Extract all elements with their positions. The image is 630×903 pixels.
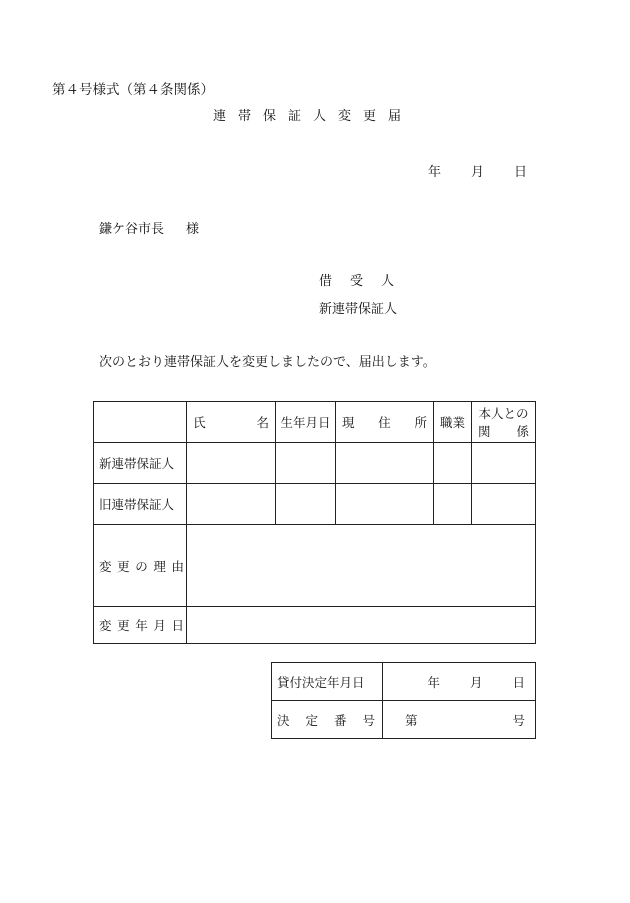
guarantor-table: [93, 401, 536, 644]
decision-number-cell[interactable]: 第 号: [383, 701, 536, 739]
table-row: [94, 607, 536, 644]
header-address: 現 住 所: [336, 402, 434, 443]
document-title: 連帯保証人変更届: [213, 109, 414, 124]
new-guarantor-name-cell[interactable]: [187, 443, 276, 484]
new-guarantor-address-cell[interactable]: [336, 443, 434, 484]
row-label-change-date: 変 更 年 月 日: [94, 607, 187, 644]
table-row: [94, 484, 536, 525]
table-row: [94, 525, 536, 607]
new-guarantor-label: 新連帯保証人: [319, 302, 398, 317]
new-guarantor-occupation-cell[interactable]: [434, 443, 472, 484]
form-number: 第４号様式（第４条関係）: [52, 82, 214, 98]
change-date-cell[interactable]: [187, 607, 536, 644]
row-label-old-guarantor: 旧連帯保証人: [94, 484, 187, 525]
old-guarantor-name-cell[interactable]: [187, 484, 276, 525]
old-guarantor-birthdate-cell[interactable]: [275, 484, 335, 525]
notice-text: 次のとおり連帯保証人を変更しましたので、届出します。: [99, 355, 436, 370]
loan-decision-date-cell[interactable]: 年 月 日: [383, 663, 536, 701]
old-guarantor-relationship-cell[interactable]: [472, 484, 536, 525]
addressee-name: 鎌ケ谷市長: [99, 222, 165, 237]
old-guarantor-address-cell[interactable]: [336, 484, 434, 525]
new-guarantor-birthdate-cell[interactable]: [275, 443, 335, 484]
table-row: [272, 701, 536, 739]
header-relationship: 本人との 関 係: [472, 402, 536, 443]
table-row: [94, 443, 536, 484]
submission-date: [428, 161, 527, 180]
month-label: 月: [471, 165, 485, 180]
addressee: [99, 218, 199, 237]
decision-number-label: 決 定 番 号: [272, 701, 383, 739]
loan-decision-date-label: 貸付決定年月日: [272, 663, 383, 701]
borrower-label: 借受人: [319, 274, 413, 289]
header-birthdate: 生年月日: [275, 402, 335, 443]
reason-cell[interactable]: [187, 525, 536, 607]
row-label-reason: 変 更 の 理 由: [94, 525, 187, 607]
day-label: 日: [514, 165, 528, 180]
decision-table: [271, 662, 536, 739]
header-blank-cell: [94, 402, 187, 443]
row-label-new-guarantor: 新連帯保証人: [94, 443, 187, 484]
year-label: 年: [428, 165, 442, 180]
addressee-honorific: 様: [186, 222, 200, 237]
header-occupation: 職業: [434, 402, 472, 443]
new-guarantor-relationship-cell[interactable]: [472, 443, 536, 484]
table-header-row: [94, 402, 536, 443]
table-row: [272, 663, 536, 701]
header-name: 氏 名: [187, 402, 276, 443]
old-guarantor-occupation-cell[interactable]: [434, 484, 472, 525]
